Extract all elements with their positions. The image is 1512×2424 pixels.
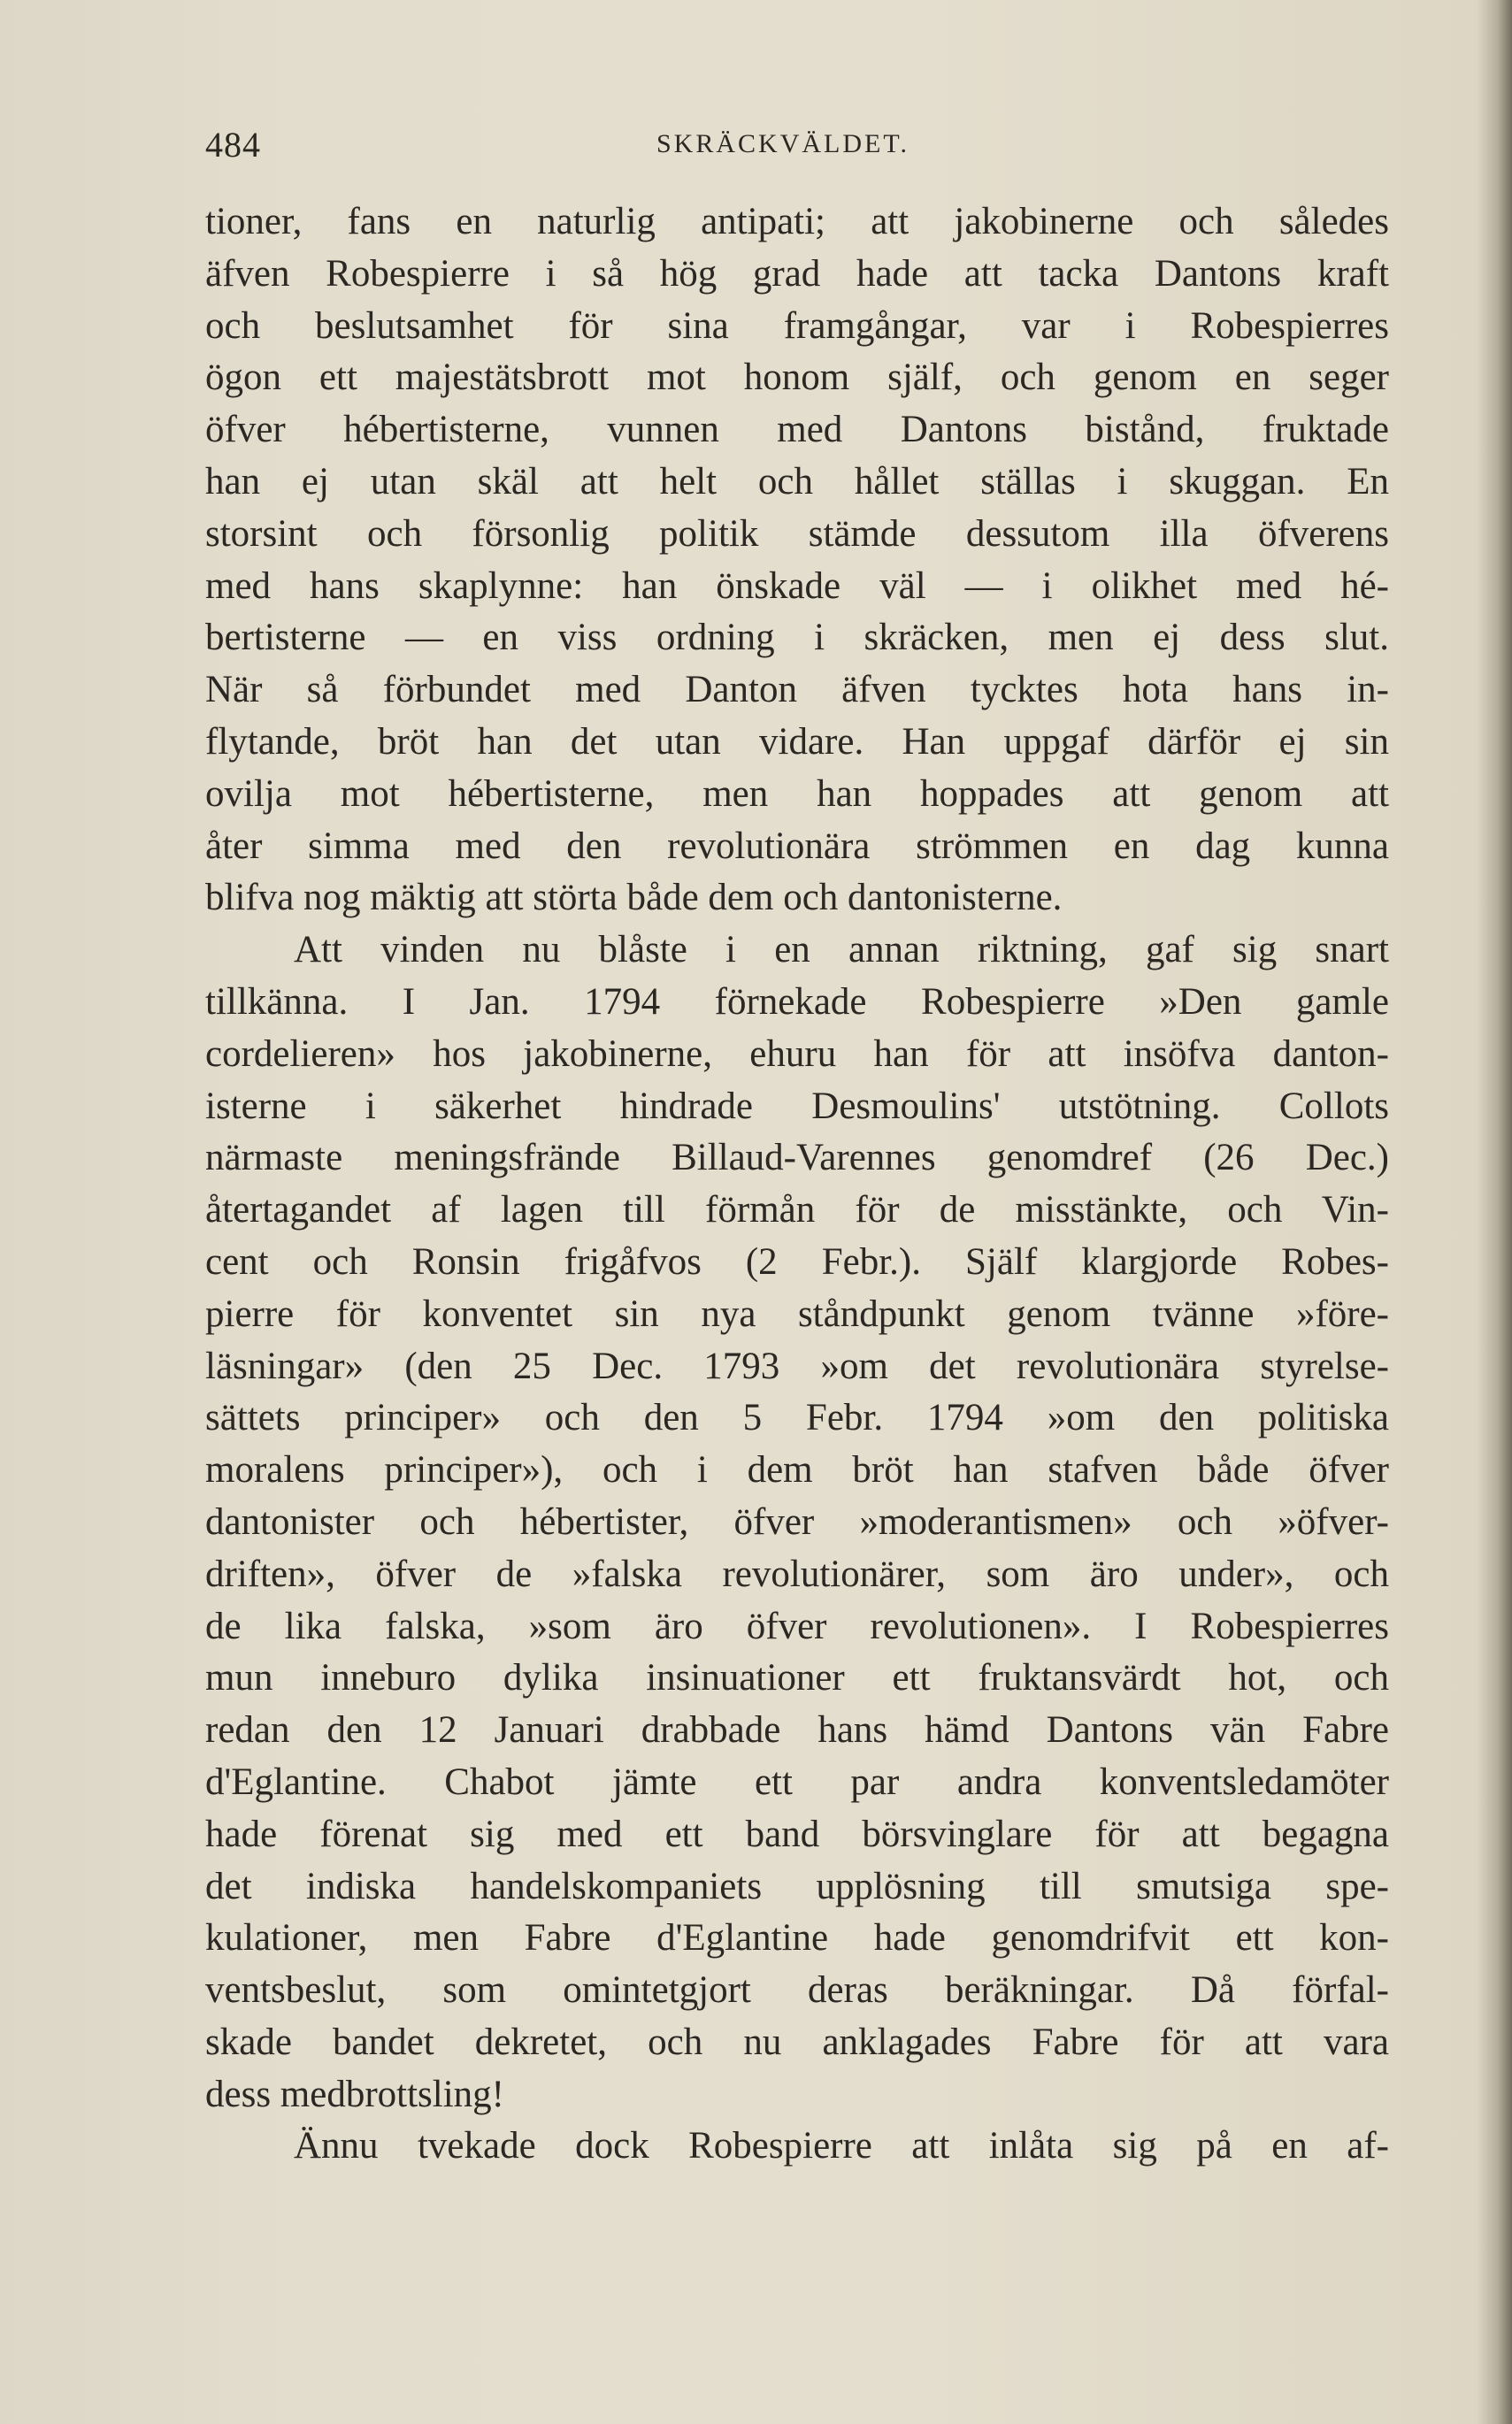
text-line: Att vinden nu blåste i en annan riktning, gaf sig snart [294, 929, 1389, 971]
text-line: ögon ett majestätsbrott mot honom själf, och genom en seger [205, 357, 1389, 399]
text-line: redan den 12 Januari drabbade hans hämd Dantons vän Fabre [205, 1709, 1389, 1752]
text-line: äfven Robespierre i så hög grad hade att tacka Dantons kraft [205, 252, 1389, 295]
text-line: ventsbeslut, som omintetgjort deras beräkningar. Då förfal- [205, 1969, 1389, 2012]
text-line: de lika falska, »som äro öfver revolutionen». I Robespierres [205, 1605, 1389, 1647]
text-line: åter simma med den revolutionära strömmen en dag kunna [205, 825, 1389, 867]
page-edge-shadow [1477, 0, 1512, 2424]
text-line: hade förenat sig med ett band börsvinglare för att begagna [205, 1813, 1389, 1855]
text-line: han ej utan skäl att helt och hållet ställas i skuggan. En [205, 460, 1389, 502]
text-line: öfver hébertisterne, vunnen med Dantons bistånd, fruktade [205, 409, 1389, 451]
page-header [205, 124, 1389, 177]
text-line: driften», öfver de »falska revolutionärer, som äro under», och [205, 1553, 1389, 1595]
text-line: tillkänna. I Jan. 1794 förnekade Robespierre »Den gamle [205, 980, 1389, 1023]
text-line: kulationer, men Fabre d'Eglantine hade genomdrifvit ett kon- [205, 1917, 1389, 1960]
text-line: tioner, fans en naturlig antipati; att jakobinerne och således [205, 201, 1389, 242]
text-line: det indiska handelskompaniets upplösning till smutsiga spe- [205, 1865, 1389, 1907]
text-line: dess medbrottsling! [205, 2073, 504, 2115]
text-line: läsningar» (den 25 Dec. 1793 »om det revolutionära styrelse- [205, 1345, 1389, 1387]
text-line: med hans skaplynne: han önskade väl — i olikhet med hé- [205, 564, 1389, 607]
text-line: mun inneburo dylika insinuationer ett fruktansvärdt hot, och [205, 1657, 1389, 1699]
text-line: pierre för konventet sin nya ståndpunkt genom tvänne »före- [205, 1293, 1389, 1335]
running-head: SKRÄCKVÄLDET. [656, 129, 910, 158]
text-line: blifva nog mäktig att störta både dem och dantonisterne. [205, 877, 1063, 919]
text-line: storsint och försonlig politik stämde dessutom illa öfverens [205, 512, 1389, 555]
text-line: När så förbundet med Danton äfven tycktes hota hans in- [205, 669, 1389, 711]
text-line: skade bandet dekretet, och nu anklagades Fabre för att vara [205, 2021, 1389, 2063]
text-line: d'Eglantine. Chabot jämte ett par andra konventsledamöter [205, 1760, 1389, 1803]
text-line: moralens principer»), och i dem bröt han stafven både öfver [205, 1449, 1389, 1492]
text-line: närmaste meningsfrände Billaud-Varennes genomdref (26 Dec.) [205, 1137, 1389, 1179]
text-line: sättets principer» och den 5 Febr. 1794 »om den politiska [205, 1397, 1389, 1439]
text-line: återtagandet af lagen till förmån för de misstänkte, och Vin- [205, 1189, 1389, 1231]
body-text [205, 196, 1389, 2173]
text-line: och beslutsamhet för sina framgångar, var i Robespierres [205, 304, 1389, 347]
text-line: ovilja mot hébertisterne, men han hoppades att genom att [205, 772, 1389, 815]
text-line: isterne i säkerhet hindrade Desmoulins' utstötning. Collots [205, 1085, 1389, 1127]
text-line: cent och Ronsin frigåfvos (2 Febr.). Själf klargjorde Robes- [205, 1240, 1389, 1283]
text-line: dantonister och hébertister, öfver »moderantismen» och »öfver- [205, 1500, 1389, 1543]
page-number: 484 [205, 125, 261, 165]
text-line: flytande, bröt han det utan vidare. Han uppgaf därför ej sin [205, 720, 1389, 763]
text-line: cordelieren» hos jakobinerne, ehuru han för att insöfva danton- [205, 1032, 1389, 1075]
text-line: Ännu tvekade dock Robespierre att inlåta sig på en af- [294, 2125, 1389, 2167]
text-line: bertisterne — en viss ordning i skräcken, men ej dess slut. [205, 617, 1389, 659]
